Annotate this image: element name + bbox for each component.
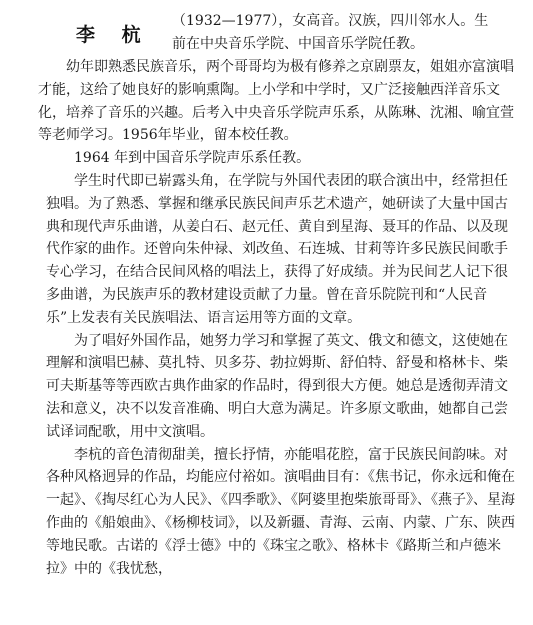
paragraph-repertoire: 李杭的音色清彻甜美，擅长抒情，亦能唱花腔，富于民族民间韵味。对各种风格迥异的作品，均能应付裕如。演唱曲目有：《焦书记，你永远和俺在一起》、《掏尽红心为人民》、《四季歌》、《阿婆里抱柴旅哥哥》、《燕子》、星海作曲的《船娘曲》、《杨柳枝词》，以及新疆、青海、云南、内蒙、广东、陕西等地民歌。古诺的《浮士德》中的《珠宝之歌》、格林卡《路斯兰和卢德米拉》中的《我忧愁， — [46, 446, 515, 577]
paragraph-student-years: 学生时代即已崭露头角，在学院与外国代表团的联合演出中，经常担任独唱。为了熟悉、掌握和继承民族民间声乐艺术遗产，她研读了大量中国古典和现代声乐曲谱，从姜白石、赵元任、黄自到星海、聂耳的作品、以及现代作家的曲作。还曾向朱仲禄、刘改鱼、石连城、甘莉等许多民族民间歌手专心学习，在结合民间风格的唱法上，获得了好成绩。并为民间艺人记下很多曲谱，为民族声乐的教材建设贡献了力量。曾在音乐院院刊和“人民音乐”上发表有关民族唱法、语言运用等方面的文章。 — [46, 172, 508, 326]
entry-name: 李 杭 — [76, 24, 151, 46]
entry-lead — [172, 10, 515, 56]
entry-lead-line: （1932—1977），女高音。汉族，四川邻水人。生 — [172, 13, 489, 29]
paragraph-1964: 1964 年到中国音乐学院声乐系任教。 — [74, 150, 311, 167]
paragraph-early-life: 幼年即熟悉民族音乐，两个哥哥均为极有修养之京剧票友，姐姐亦富演唱才能，这给了她良好的影响熏陶。上小学和中学时，又广泛接触西洋音乐文化，培养了音乐的兴趣。后考入中央音乐学院声乐系，从陈琳、沈湘、喻宜萱等老师学习。1956年毕业，留本校任教。 — [38, 59, 514, 144]
entry-header — [46, 10, 515, 56]
entry-lead-line: 前在中央音乐学院、中国音乐学院任教。 — [172, 35, 424, 52]
paragraph-foreign-works: 为了唱好外国作品，她努力学习和掌握了英文、俄文和德文，这使她在理解和演唱巴赫、莫扎特、贝多芬、勃拉姆斯、舒伯特、舒曼和格林卡、柴可夫斯基等等西欧古典作曲家的作品时，得到很大方便。她总是透彻弄清文法和意义，决不以发音准确、明白大意为满足。许多原文歌曲，她都自己尝试译词配歌，用中文演唱。 — [46, 332, 508, 440]
